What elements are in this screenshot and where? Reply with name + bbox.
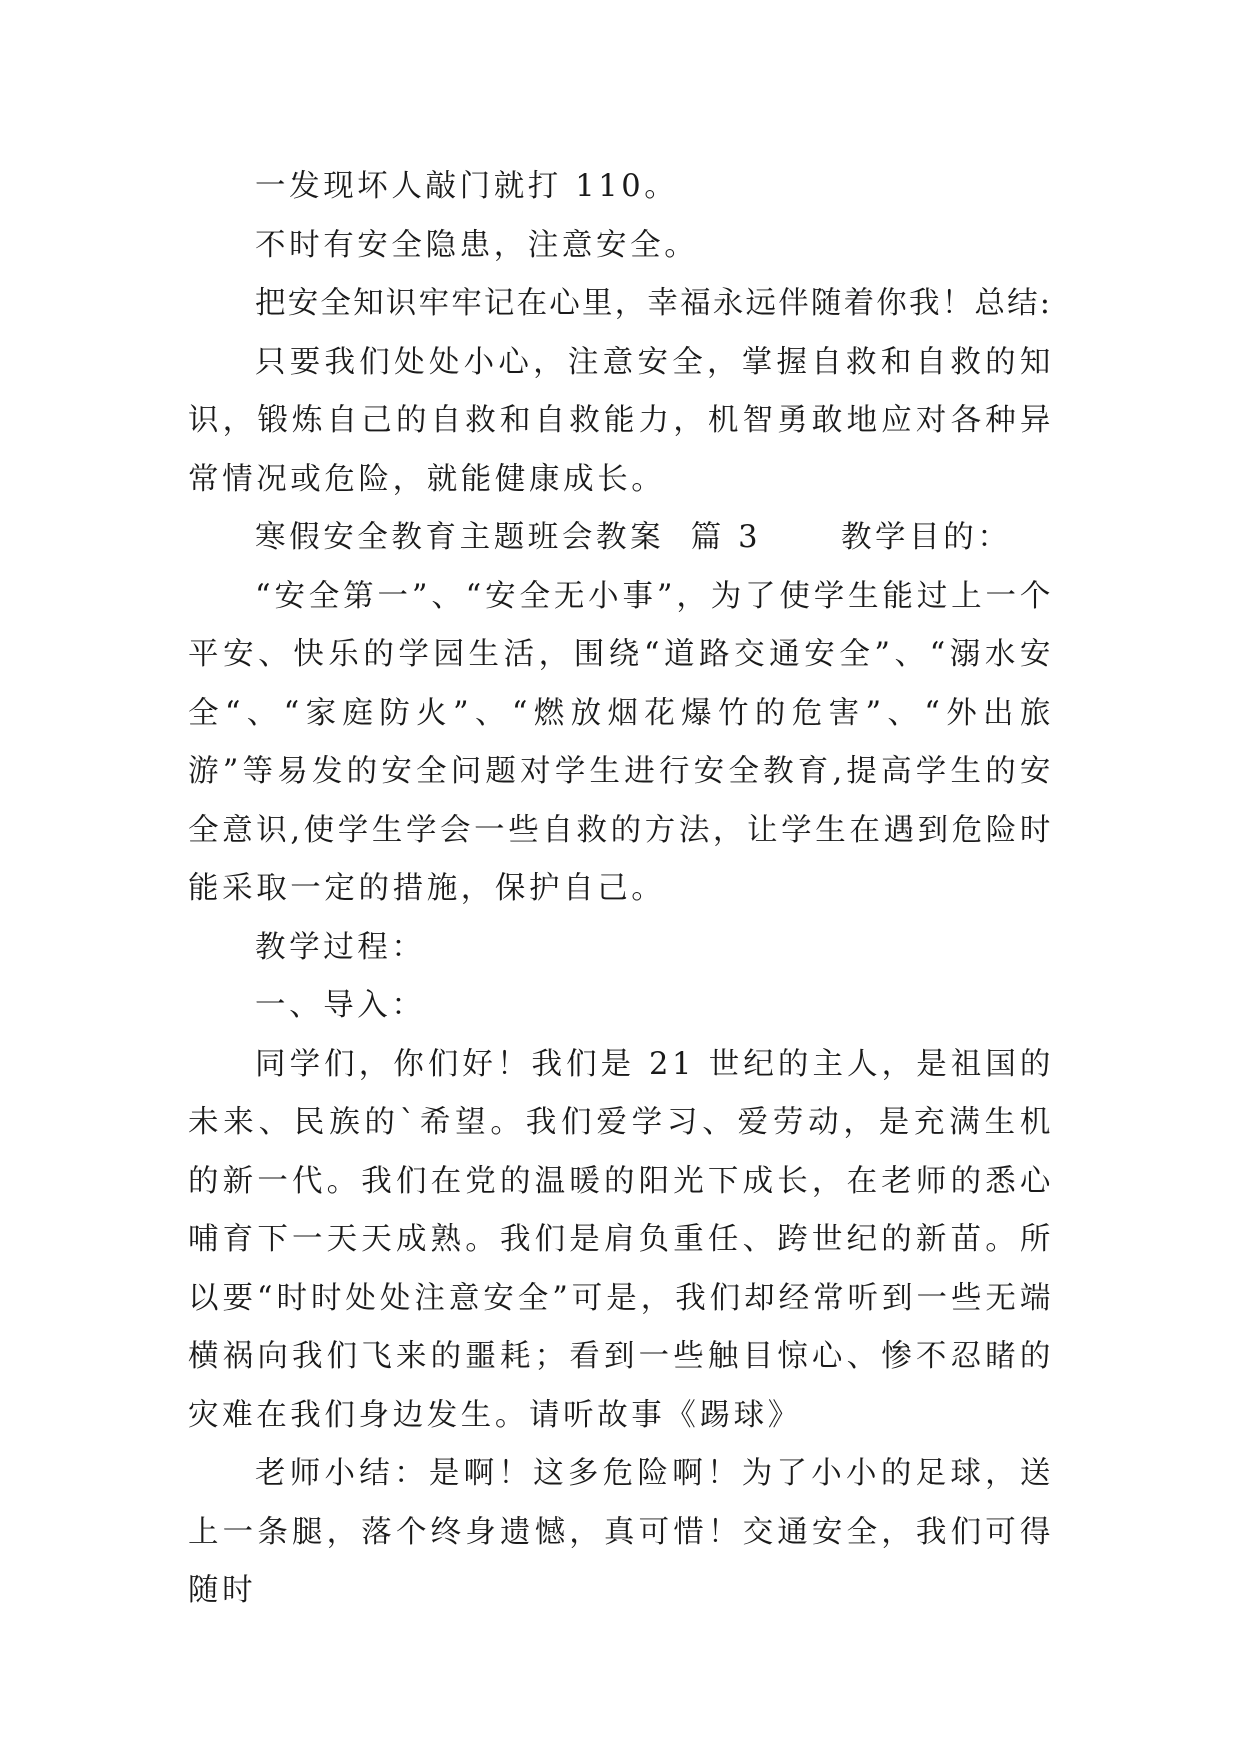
paragraph-summary: 老师小结：是啊！这多危险啊！为了小小的足球，送上一条腿，落个终身遗憾，真可惜！交通安全，我们可得随时 [188, 1456, 1054, 1608]
paragraph-2: 不时有安全隐患，注意安全。 [255, 227, 699, 263]
document-page [188, 158, 1054, 1621]
section-heading: 寒假安全教育主题班会教案 篇 3 教学目的： [255, 520, 1012, 555]
paragraph-intro: 同学们，你们好！我们是 21 世纪的主人，是祖国的未来、民族的`希望。我们爱学习、爱劳动，是充满生机的新一代。我们在党的温暖的阳光下成长，在老师的悉心哺育下一天天成熟。我们是肩负重任、跨世纪的新苗。所以要“时时处处注意安全”可是，我们却经常听到一些无端横祸向我们飞来的噩耗；看到一些触目惊心、惨不忍睹的灾难在我们身边发生。请听故事《踢球》 [188, 1046, 1054, 1433]
paragraph-3: 把安全知识牢牢记在心里，幸福永远伴随着你我！总结: [255, 286, 1053, 321]
paragraph-intro-label: 一、导入： [255, 988, 426, 1023]
paragraph-process-label: 教学过程： [255, 929, 426, 965]
paragraph-objective: “安全第一”、“安全无小事”，为了使学生能过上一个平安、快乐的学园生活，围绕“道路交通安全”、“溺水安全“、“家庭防火”、“燃放烟花爆竹的危害”、“外出旅游”等易发的安全问题对学生进行安全教育,提高学生的安全意识,使学生学会一些自救的方法，让学生在遇到危险时能采取一定的措施，保护自己。 [188, 578, 1054, 906]
paragraph-4: 只要我们处处小心，注意安全，掌握自救和自救的知识，锻炼自己的自救和自救能力，机智勇敢地应对各种异常情况或危险，就能健康成长。 [188, 344, 1054, 497]
paragraph-1: 一发现坏人敲门就打 110。 [255, 169, 679, 204]
